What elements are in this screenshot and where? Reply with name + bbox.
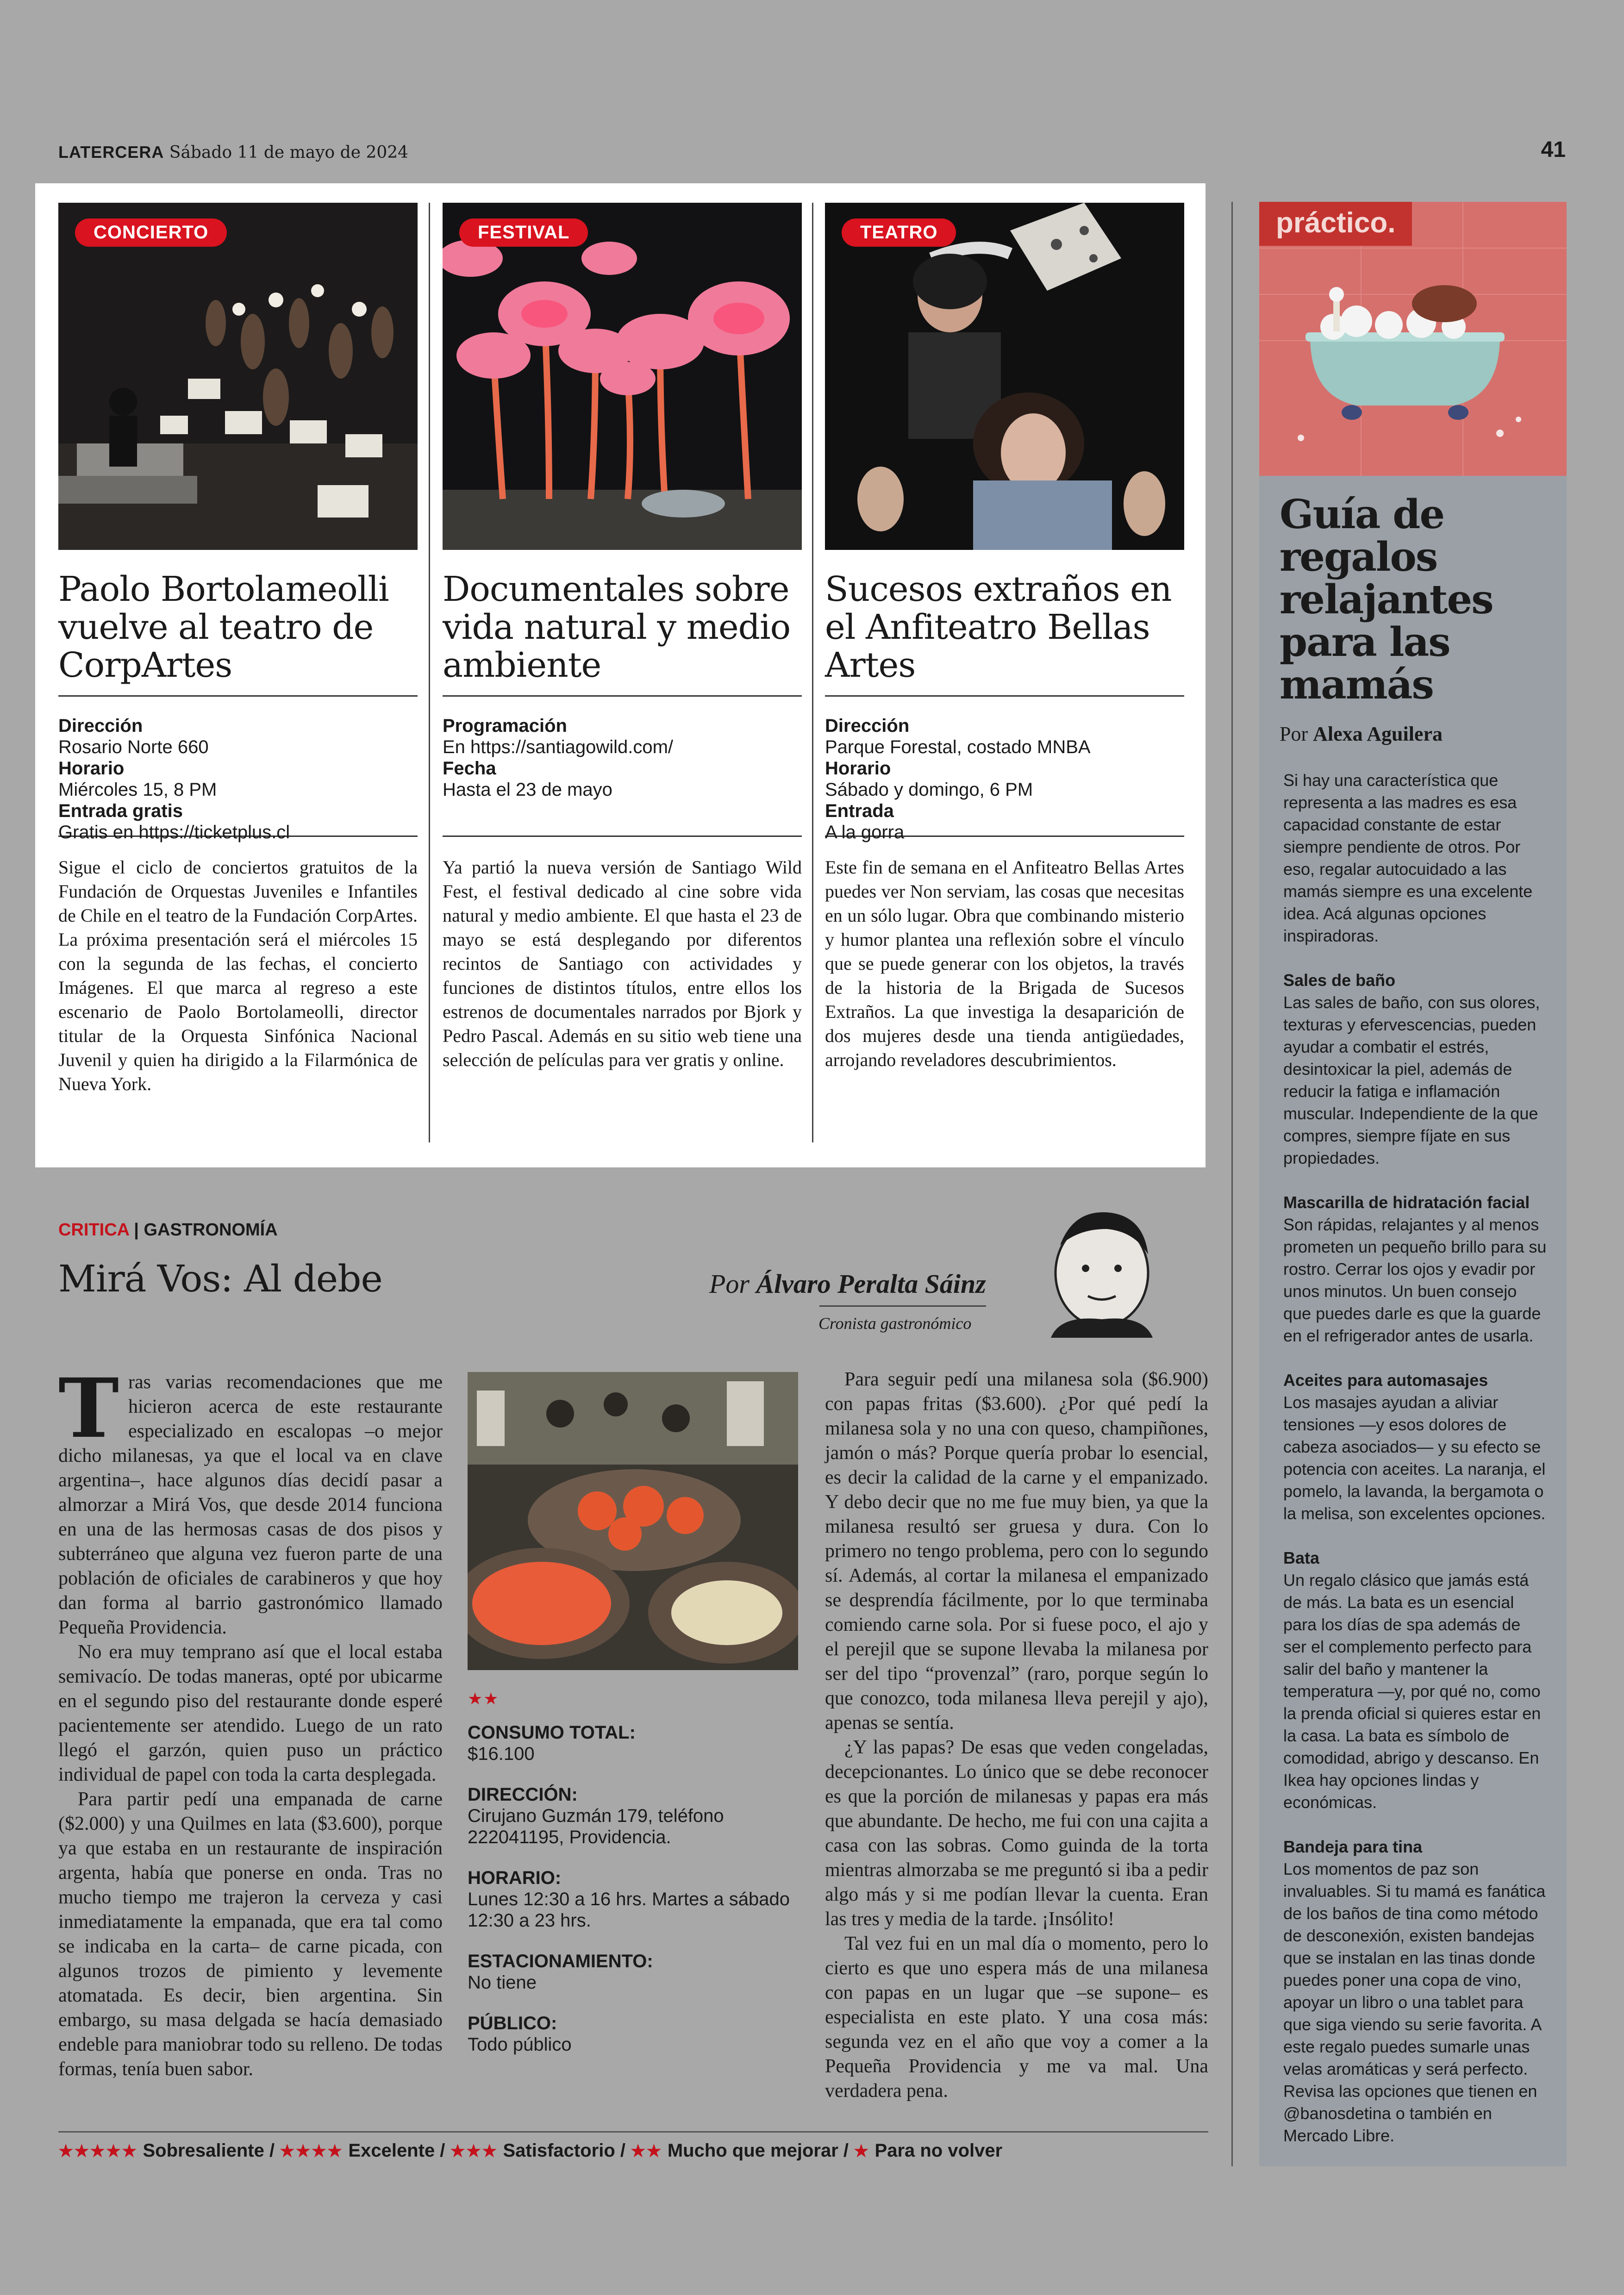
section-divider bbox=[1231, 202, 1233, 2166]
info-label: Entrada bbox=[825, 801, 894, 821]
info-value: Parque Forestal, costado MNBA bbox=[825, 737, 1091, 757]
section-tag bbox=[58, 1220, 278, 1240]
theatre-illustration bbox=[825, 203, 1184, 550]
legend-stars: ★★★★★ bbox=[58, 2141, 138, 2160]
event-tag: CONCIERTO bbox=[75, 218, 227, 247]
restaurant-photo bbox=[468, 1372, 798, 1670]
sidebar-title: Guía de regalos relajantes para las mamás bbox=[1280, 491, 1493, 708]
header-dateline bbox=[58, 143, 408, 162]
paper-name: LATERCERA bbox=[58, 143, 164, 162]
legend-stars: ★ bbox=[854, 2141, 870, 2160]
info-value: A la gorra bbox=[825, 822, 905, 842]
info-label: Entrada gratis bbox=[58, 801, 183, 821]
divider bbox=[443, 836, 802, 837]
info-value: En https://santiagowild.com/ bbox=[443, 737, 674, 757]
review-column-1 bbox=[58, 1360, 443, 2082]
column-divider bbox=[429, 203, 430, 1142]
author-portrait-icon bbox=[1032, 1204, 1171, 1338]
gift-text: Los masajes ayudan a aliviar tensiones —y esos dolores de cabeza asociados— y su efecto se potencia con aceites. La naranja, el pomelo, la lavanda, la bergamota o la melisa, son excelentes opciones. bbox=[1283, 1393, 1546, 1523]
author-role: Cronista gastronómico bbox=[818, 1314, 972, 1333]
review-paragraph: No era muy temprano así que el local estaba semivacío. De todas maneras, opté por ubicarme en el segundo piso del restaurante donde esperé pacientemente ser atendido. Luego de un rato llegó el garzón, quien puso un práctico individual de papel con toda la carta desplegada. bbox=[58, 1641, 443, 1785]
fact-value: Cirujano Guzmán 179, teléfono 222041195, Providencia. bbox=[468, 1806, 724, 1847]
event-body: Sigue el ciclo de conciertos gratuitos de la Fundación de Orquestas Juveniles e Infantiles de Chile en el teatro de la Fundación CorpArtes. La próxima presentación será el miércoles 15 con la segunda de las fechas, el concierto Imágenes. El que marca al regreso a este escenario de Paolo Bortolameolli, director titular de la Orquesta Sinfónica Nacional Juvenil y quien ha dirigido a la Filarmónica de Nueva York. bbox=[58, 857, 418, 1094]
divider bbox=[58, 695, 418, 697]
gift-heading: Bata bbox=[1283, 1548, 1320, 1567]
gift-item bbox=[1283, 1836, 1548, 2147]
info-label: Horario bbox=[58, 758, 125, 779]
divider bbox=[58, 2131, 1208, 2133]
gift-heading: Bandeja para tina bbox=[1283, 1837, 1423, 1856]
review-column-3 bbox=[825, 1367, 1208, 2103]
event-info bbox=[443, 715, 802, 836]
legend-label: Mucho que mejorar / bbox=[667, 2140, 849, 2161]
review-paragraph: Para seguir pedí una milanesa sola ($6.900) con papas fritas ($3.600). ¿Por qué pedí la milanesa sola y no una con queso, champiñones, jamón o más? Porque quería probar lo esencial, es decir la calidad de la carne y el empanizado. Y debo decir que no me fue muy bien, ya que la milanesa resultó ser gruesa y dura. Con lo primero no tengo problema, pero con lo segundo sí. Además, al cortar la milanesa el empanizado se desprendía fácilmente, por lo que terminaba comiendo carne sola. Por si fuese poco, el ajo y el perejil que se supone llevaba la milanesa por ser del tipo “provenzal” (raro, porque según lo que conozco, toda milanesa lleva perejil y ajo), apenas se sentía. bbox=[825, 1369, 1208, 1734]
info-label: Fecha bbox=[443, 758, 496, 779]
review-paragraph: ¿Y las papas? De esas que veden congeladas, decepcionantes. Lo único que se debe reconocer es que la porción de milanesas y papas era más que abundante. De hecho, me fui con una cajita a casa con las sobras. Como guinda de la torta mientras almorzaba se me preguntó si iba a pedir algo más y si me podían llevar la cuenta. Eran las tres y media de la tarde. ¡Insólito! bbox=[825, 1737, 1208, 1930]
author-portrait bbox=[1032, 1204, 1171, 1338]
mushroom-illustration bbox=[443, 203, 802, 550]
fact-value: No tiene bbox=[468, 1972, 537, 1993]
divider bbox=[825, 695, 1184, 697]
event-tag: TEATRO bbox=[842, 218, 956, 247]
legend-label: Excelente / bbox=[348, 2140, 445, 2161]
gift-item bbox=[1283, 1369, 1548, 1525]
info-value: Rosario Norte 660 bbox=[58, 737, 209, 757]
sidebar-byline bbox=[1280, 722, 1443, 746]
fact-label: PÚBLICO: bbox=[468, 2013, 557, 2033]
gift-text: Las sales de baño, con sus olores, texturas y efervescencias, pueden ayudar a combatir el estrés, desintoxicar la piel, además de reducir la fatiga e inflamación muscular. Independiente de la que compres, siempre fíjate en sus propiedades. bbox=[1283, 993, 1540, 1167]
fact-value: Todo público bbox=[468, 2034, 572, 2055]
legend-stars: ★★★★ bbox=[280, 2141, 344, 2160]
tag-gastronomia: | GASTRONOMÍA bbox=[134, 1220, 278, 1240]
food-illustration bbox=[468, 1372, 798, 1670]
gift-item bbox=[1283, 1547, 1548, 1814]
fact-label: CONSUMO TOTAL: bbox=[468, 1722, 636, 1743]
legend-label: Sobresaliente / bbox=[143, 2140, 275, 2161]
legend-label: Satisfactorio / bbox=[503, 2140, 626, 2161]
info-value: Sábado y domingo, 6 PM bbox=[825, 780, 1033, 800]
fact-label: HORARIO: bbox=[468, 1868, 562, 1888]
festival-photo bbox=[443, 203, 802, 550]
review-title: Mirá Vos: Al debe bbox=[58, 1257, 382, 1300]
orchestra-illustration bbox=[58, 203, 418, 550]
divider bbox=[819, 1305, 986, 1307]
legend-stars: ★★★ bbox=[450, 2141, 498, 2160]
event-info bbox=[58, 715, 418, 842]
author-name: Álvaro Peralta Sáinz bbox=[756, 1269, 986, 1299]
date: Sábado 11 de mayo de 2024 bbox=[169, 143, 409, 162]
column-divider bbox=[812, 203, 813, 1142]
gift-heading: Aceites para automasajes bbox=[1283, 1371, 1488, 1390]
info-value: Gratis en https://ticketplus.cl bbox=[58, 822, 290, 842]
review-paragraph: Tal vez fui en un mal día o momento, pero lo cierto es que uno espera más de una milanesa con papas en un lugar que –se supone– es especialista en este plato. Y una cosa más: segunda vez en el año que voy a comer a la Pequeña Providencia y me va mal. Una verdadera pena. bbox=[825, 1933, 1208, 2102]
review-paragraph: Para partir pedí una empanada de carne ($2.000) y una Quilmes en lata ($3.600), porque ya que estaba en un restaurante de inspiración argenta, había que ponerse en onda. Tras no mucho tiempo me trajeron la cerveza y casi inmediatamente la empanada, que era tal como se indicaba en la carta– de carne picada, con algunos trozos de pimiento y levemente atomatada. Es decir, bien argentina. Sin embargo, su masa delgada se hacía demasiado endeble para maniobrar todo su relleno. De todas formas, tenía buen sabor. bbox=[58, 1789, 443, 2080]
legend-label: Para no volver bbox=[874, 2140, 1003, 2161]
event-card-concierto bbox=[58, 203, 418, 1096]
event-tag: FESTIVAL bbox=[459, 218, 588, 247]
gift-heading: Sales de baño bbox=[1283, 971, 1396, 990]
byline-prefix: Por bbox=[1280, 723, 1308, 745]
fact-value: Lunes 12:30 a 16 hrs. Martes a sábado 12:30 a 23 hrs. bbox=[468, 1889, 790, 1931]
info-value: Hasta el 23 de mayo bbox=[443, 780, 612, 800]
info-label: Dirección bbox=[825, 716, 910, 736]
info-label: Programación bbox=[443, 716, 567, 736]
byline-prefix: Por bbox=[709, 1269, 750, 1299]
event-title: Paolo Bortolameolli vuelve al teatro de CorpArtes bbox=[58, 569, 389, 685]
divider bbox=[443, 695, 802, 697]
event-title: Sucesos extraños en el Anfiteatro Bellas Artes bbox=[825, 569, 1172, 685]
fact-label: ESTACIONAMIENTO: bbox=[468, 1951, 653, 1971]
review-paragraph: ras varias recomendaciones que me hicieron acerca de este restaurante especializado en escalopas –o mejor dicho milanesas, ya que el local va en clave argentina–, hace algunos días decidí pasar a almorzar a Mirá Vos, que desde 2014 funciona en una de las hermosas casas de dos pisos y subterráneo que alguna vez fueron parte de una población de oficiales de carabineros y que hoy dan forma al barrio gastronómico llamado Pequeña Providencia. bbox=[58, 1372, 443, 1638]
event-card-teatro bbox=[825, 203, 1184, 1072]
page-number: 41 bbox=[1541, 137, 1566, 162]
info-label: Horario bbox=[825, 758, 891, 779]
info-label: Dirección bbox=[58, 716, 143, 736]
theatre-photo bbox=[825, 203, 1184, 550]
review-byline bbox=[709, 1268, 986, 1299]
author-name: Alexa Aguilera bbox=[1313, 723, 1443, 745]
gift-text: Son rápidas, relajantes y al menos prometen un pequeño brillo para su rostro. Cerrar los ojos y evadir por unos minutos. Un buen consejo que puedes darle es que la guarde en el refrigerador antes de usarla. bbox=[1283, 1215, 1547, 1345]
concert-photo bbox=[58, 203, 418, 550]
event-body: Ya partió la nueva versión de Santiago Wild Fest, el festival dedicado al cine sobre vida natural y medio ambiente. El que hasta el 23 de mayo se está desplegando por diferentos recintos de Santiago con actividades y funciones de distintos títulos, entre ellos los estrenos de documentales narrados por Bjork y Pedro Pascal. Además en su sitio web tiene una selección de películas para ver gratis y online. bbox=[443, 857, 802, 1070]
fact-label: DIRECCIÓN: bbox=[468, 1784, 578, 1805]
sidebar-text bbox=[1283, 769, 1548, 2169]
event-card-festival bbox=[443, 203, 802, 1072]
drop-cap: T bbox=[58, 1360, 119, 1456]
event-info bbox=[825, 715, 1184, 842]
event-body: Este fin de semana en el Anfiteatro Bellas Artes puedes ver Non serviam, las cosas que necesitas en un sólo lugar. Obra que combinando misterio y humor plantea una reflexión sobre el vínculo que se puede generar con los objetos, la través de la historia de la Brigada de Sucesos Extraños. La que investiga la desaparición de dos mujeres desde una tienda antigüedades, arrojando reveladores descubrimientos. bbox=[825, 857, 1184, 1070]
sidebar-tag: práctico. bbox=[1259, 202, 1412, 246]
event-title: Documentales sobre vida natural y medio ambiente bbox=[443, 569, 791, 685]
gift-text: Un regalo clásico que jamás está de más. La bata es un esencial para los días de spa además de ser el complemento perfecto para salir del baño y mantener la temperatura —y, por qué no, como la prenda oficial si quieres estar en la casa. La bata es símbolo de comodidad, abrigo y descanso. En Ikea hay opciones lindas y económicas. bbox=[1283, 1571, 1541, 1812]
tag-critica: CRITICA bbox=[58, 1220, 129, 1240]
gift-item bbox=[1283, 969, 1548, 1169]
info-value: Miércoles 15, 8 PM bbox=[58, 780, 217, 800]
gift-heading: Mascarilla de hidratación facial bbox=[1283, 1193, 1530, 1212]
gift-item bbox=[1283, 1191, 1548, 1347]
review-rating: ★★ bbox=[468, 1690, 500, 1709]
sidebar-intro: Si hay una característica que representa a las madres es esa capacidad constante de estar siempre pendiente de otros. Por eso, regalar autocuidado a las mamás siempre es una excelente idea. Acá algunas opciones inspiradoras. bbox=[1283, 771, 1533, 945]
legend-stars: ★★ bbox=[631, 2141, 662, 2160]
review-facts bbox=[468, 1722, 792, 2075]
rating-legend bbox=[58, 2140, 1002, 2161]
gift-text: Los momentos de paz son invaluables. Si tu mamá es fanática de los baños de tina como método de desconexión, existen bandejas que se instalan en las tinas donde puedes poner una copa de vino, apoyar un libro o una tablet para que siga viendo su serie favorita. A este regalo puedes sumarle unas velas aromáticas y será perfecto. Revisa las opciones que tienen en @banosdetina o también en Mercado Libre. bbox=[1283, 1859, 1546, 2145]
fact-value: $16.100 bbox=[468, 1744, 535, 1764]
